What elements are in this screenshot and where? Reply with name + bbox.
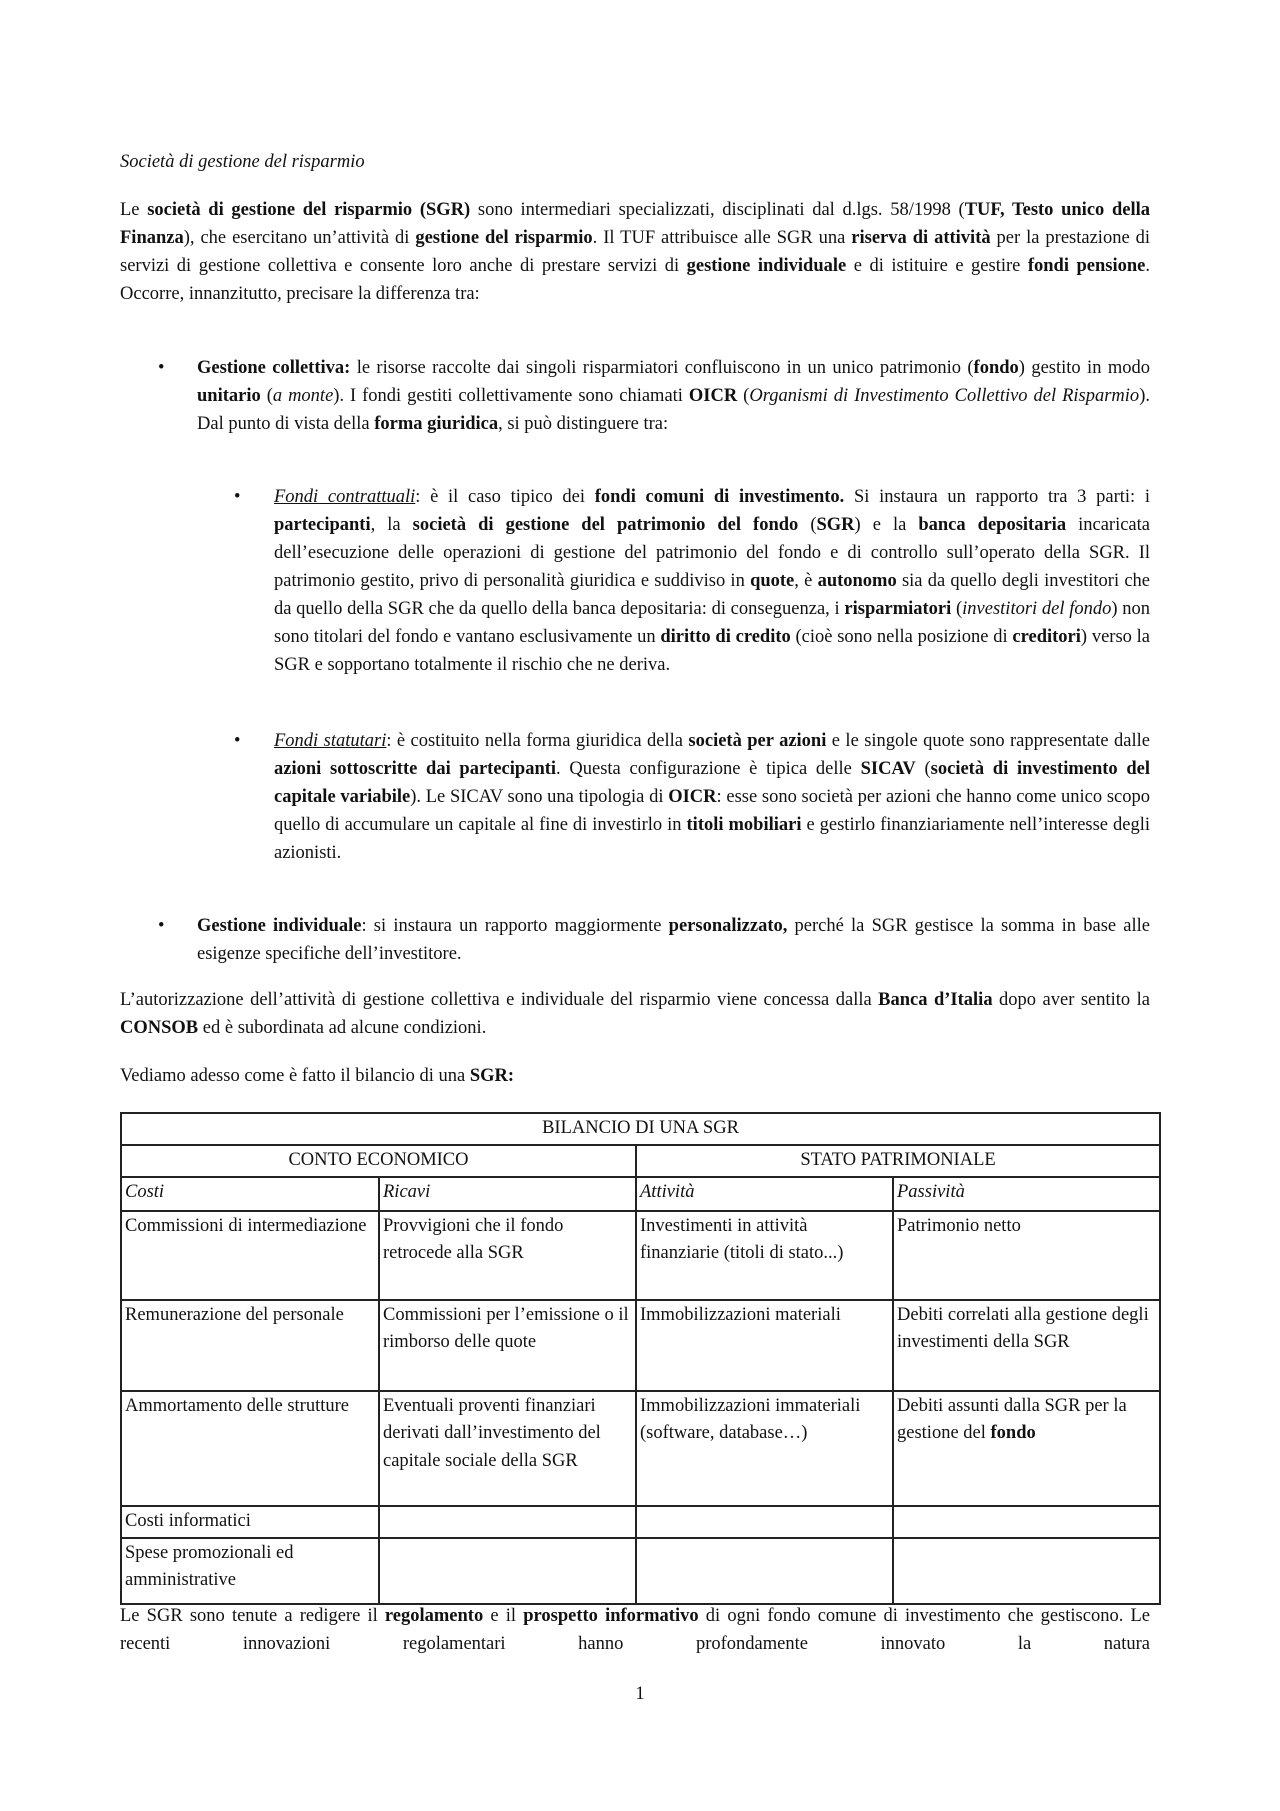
- italic-text: Organismi di Investimento Collettivo del Risparmio: [749, 386, 1140, 406]
- table-cell: [893, 1211, 1160, 1300]
- intro-paragraph: [120, 196, 1150, 308]
- text-run: Le: [120, 200, 148, 220]
- text-run: ) e la: [854, 515, 919, 535]
- bold-text: azioni sottoscritte dai partecipanti: [274, 759, 557, 779]
- table-row: [121, 1211, 1160, 1300]
- bold-text: OICR: [688, 386, 738, 406]
- text-run: ed è subordinata ad alcune condizioni.: [198, 1018, 487, 1038]
- bold-text: partecipanti: [274, 515, 371, 535]
- text-run: (: [951, 599, 963, 619]
- group-stato-patrimoniale: STATO PATRIMONIALE: [636, 1145, 1160, 1177]
- table-row: [121, 1538, 1160, 1604]
- text-run: ), che esercitano un’attività di: [183, 228, 416, 248]
- bold-text: autonomo: [817, 571, 897, 591]
- text-run: e il: [483, 1606, 524, 1626]
- bold-text: risparmiatori: [844, 599, 952, 619]
- bullet-gestione-individuale: [197, 912, 1150, 968]
- text-run: , la: [370, 515, 413, 535]
- vediamo-paragraph: [120, 1062, 1150, 1090]
- bold-text: personalizzato,: [668, 916, 788, 936]
- table-cell: [893, 1300, 1160, 1391]
- table-cell: [636, 1538, 893, 1604]
- table-cell: [636, 1211, 893, 1300]
- table-cell: [121, 1391, 379, 1506]
- bold-text: OICR: [668, 787, 717, 807]
- text-run: (: [915, 759, 931, 779]
- table-cell: [121, 1300, 379, 1391]
- table-cell: [379, 1211, 636, 1300]
- bold-text: gestione del risparmio: [415, 228, 593, 248]
- bold-text: prospetto informativo: [523, 1606, 699, 1626]
- table-cell: [379, 1506, 636, 1538]
- table-cell: [121, 1538, 379, 1604]
- text-run: . Questa configurazione è tipica delle: [556, 759, 861, 779]
- table-row: [121, 1391, 1160, 1506]
- text-run: le risorse raccolte dai singoli risparmiatori confluiscono in un unico patrimonio (: [350, 358, 974, 378]
- bold-text: TUF, Testo unico della Finanza: [120, 200, 1150, 248]
- text-run: e gestirlo finanziariamente nell’interesse degli azionisti.: [274, 815, 1150, 863]
- column-header: Ricavi: [379, 1177, 636, 1211]
- table-cell: [379, 1391, 636, 1506]
- group-conto-economico: CONTO ECONOMICO: [121, 1145, 636, 1177]
- table-cell: [636, 1300, 893, 1391]
- text-run: Eventuali proventi finanziari derivati dall’investimento del capitale sociale della SGR: [383, 1395, 601, 1471]
- bold-text: quote: [750, 571, 795, 591]
- bullet-marker: •: [158, 358, 165, 378]
- bold-text: Banca d’Italia: [878, 990, 993, 1010]
- text-run: Commissioni di intermediazione: [125, 1215, 367, 1236]
- text-run: Immobilizzazioni materiali: [640, 1304, 841, 1325]
- text-run: Ammortamento delle strutture: [125, 1395, 349, 1416]
- table-row: [121, 1300, 1160, 1391]
- text-run: Si instaura un rapporto tra 3 parti: i: [844, 487, 1151, 507]
- text-run: L’autorizzazione dell’attività di gestione collettiva e individuale del risparmio viene concessa dalla: [120, 990, 879, 1010]
- text-run: ). Dal punto di vista della: [197, 386, 1150, 434]
- text-run: incaricata dell’esecuzione delle operazioni di gestione del patrimonio del fondo e di controllo sull’operato della SGR. Il patrimonio gestito, privo di personalità giuridica e suddiviso in: [274, 515, 1150, 591]
- final-paragraph: [120, 1602, 1150, 1658]
- text-run: di ogni fondo comune di investimento che gestiscono. Le recenti innovazioni regolamentari hanno profondamente innovato la natura: [120, 1606, 1150, 1654]
- bullet-marker: •: [158, 916, 165, 936]
- text-run: sia da quello degli investitori che da quello della SGR che da quello della banca depositaria: di conseguenza, i: [274, 571, 1151, 619]
- text-run: dopo aver sentito la: [992, 990, 1150, 1010]
- bold-text: società per azioni: [688, 731, 827, 751]
- bold-text: diritto di credito: [660, 627, 791, 647]
- text-run: e le singole quote sono rappresentate dalle: [826, 731, 1150, 751]
- bold-text: SICAV: [860, 759, 916, 779]
- bold-text: società di gestione del risparmio (SGR): [147, 200, 471, 220]
- sub-bullet-fondi-contrattuali: [274, 483, 1150, 679]
- bold-text: fondo: [990, 1423, 1036, 1443]
- bold-text: CONSOB: [120, 1018, 199, 1038]
- text-run: (: [737, 386, 750, 406]
- bold-text: regolamento: [384, 1606, 484, 1626]
- text-run: . Il TUF attribuisce alle SGR una: [592, 228, 852, 248]
- bold-text: Gestione individuale: [197, 916, 362, 936]
- text-run: e di istituire e gestire: [846, 256, 1028, 276]
- text-run: Vediamo adesso come è fatto il bilancio di una: [120, 1066, 470, 1086]
- text-run: sono intermediari specializzati, disciplinati dal d.lgs. 58/1998 (: [470, 200, 965, 220]
- text-run: Debiti correlati alla gestione degli investimenti della SGR: [897, 1304, 1149, 1352]
- autorizzazione-paragraph: [120, 986, 1150, 1042]
- bold-text: riserva di attività: [851, 228, 991, 248]
- table-cell: [893, 1506, 1160, 1538]
- bold-text: fondi pensione: [1027, 256, 1146, 276]
- table-cell: [636, 1506, 893, 1538]
- text-run: (: [798, 515, 817, 535]
- bold-text: unitario: [197, 386, 261, 406]
- text-run: ) verso la SGR e sopportano totalmente il rischio che ne deriva.: [274, 627, 1151, 675]
- text-run: ). I fondi gestiti collettivamente sono chiamati: [333, 386, 689, 406]
- bold-text: banca depositaria: [918, 515, 1067, 535]
- table-cell: [893, 1538, 1160, 1604]
- bullet-marker: •: [234, 731, 241, 751]
- bold-text: fondo: [973, 358, 1019, 378]
- text-run: Spese promozionali ed amministrative: [125, 1542, 294, 1590]
- text-run: : si instaura un rapporto maggiormente: [361, 916, 669, 936]
- table-title: BILANCIO DI UNA SGR: [121, 1113, 1160, 1145]
- text-run: ) non sono titolari del fondo e vantano esclusivamente un: [274, 599, 1150, 647]
- column-header: Attività: [636, 1177, 893, 1211]
- text-run: , è: [794, 571, 818, 591]
- italic-text: Fondi contrattuali: [274, 487, 416, 507]
- table-cell: [379, 1538, 636, 1604]
- bullet-marker: •: [234, 487, 241, 507]
- text-run: Costi informatici: [125, 1510, 251, 1531]
- text-run: Patrimonio netto: [897, 1215, 1021, 1236]
- text-run: Debiti assunti dalla SGR per la gestione del: [897, 1395, 1127, 1443]
- text-run: ). Le SICAV sono una tipologia di: [410, 787, 669, 807]
- text-run: (cioè sono nella posizione di: [790, 627, 1013, 647]
- text-run: . Occorre, innanzitutto, precisare la differenza tra:: [120, 256, 1150, 304]
- bold-text: SGR:: [469, 1066, 515, 1086]
- column-header: Costi: [121, 1177, 379, 1211]
- text-run: Investimenti in attività finanziarie (titoli di stato...): [640, 1215, 844, 1263]
- text-run: Commissioni per l’emissione o il rimborso delle quote: [383, 1304, 629, 1352]
- bold-text: titoli mobiliari: [686, 815, 802, 835]
- table-row: [121, 1506, 1160, 1538]
- italic-text: investitori del fondo: [962, 599, 1112, 619]
- bold-text: società di gestione del patrimonio del fondo: [412, 515, 799, 535]
- bullet-gestione-collettiva: [197, 354, 1150, 438]
- text-run: per la prestazione di servizi di gestione collettiva e consente loro anche di prestare servizi di: [120, 228, 1150, 276]
- italic-text: Fondi statutari: [274, 731, 387, 751]
- text-run: : è costituito nella forma giuridica della: [386, 731, 689, 751]
- bold-text: creditori: [1012, 627, 1081, 647]
- page-number: 1: [635, 1684, 645, 1704]
- bold-text: Gestione collettiva:: [197, 358, 351, 378]
- bold-text: gestione individuale: [686, 256, 847, 276]
- column-header: Passività: [893, 1177, 1160, 1211]
- text-run: : è il caso tipico dei: [415, 487, 595, 507]
- table-cell: [636, 1391, 893, 1506]
- italic-text: a monte: [272, 386, 334, 406]
- bold-text: forma giuridica: [374, 414, 499, 434]
- bold-text: fondi comuni di investimento.: [594, 487, 845, 507]
- text-run: ) gestito in modo: [1018, 358, 1150, 378]
- table-cell: [893, 1391, 1160, 1506]
- table-cell: [121, 1506, 379, 1538]
- text-run: Le SGR sono tenute a redigere il: [120, 1606, 385, 1626]
- bold-text: SGR: [816, 515, 855, 535]
- bilancio-table: [120, 1112, 1161, 1605]
- text-run: , si può distinguere tra:: [498, 414, 669, 434]
- table-cell: [121, 1211, 379, 1300]
- text-run: : esse sono società per azioni che hanno come unico scopo quello di accumulare un capitale al fine di investirlo in: [274, 787, 1150, 835]
- text-run: perché la SGR gestisce la somma in base alle esigenze specifiche dell’investitore.: [197, 916, 1150, 964]
- text-run: (: [260, 386, 273, 406]
- text-run: Immobilizzazioni immateriali (software, database…): [640, 1395, 861, 1443]
- bold-text: società di investimento del capitale variabile: [274, 759, 1151, 807]
- section-title: Società di gestione del risparmio: [120, 152, 365, 172]
- text-run: Provvigioni che il fondo retrocede alla SGR: [383, 1215, 564, 1263]
- text-run: Remunerazione del personale: [125, 1304, 344, 1325]
- sub-bullet-fondi-statutari: [274, 727, 1150, 867]
- table-cell: [379, 1300, 636, 1391]
